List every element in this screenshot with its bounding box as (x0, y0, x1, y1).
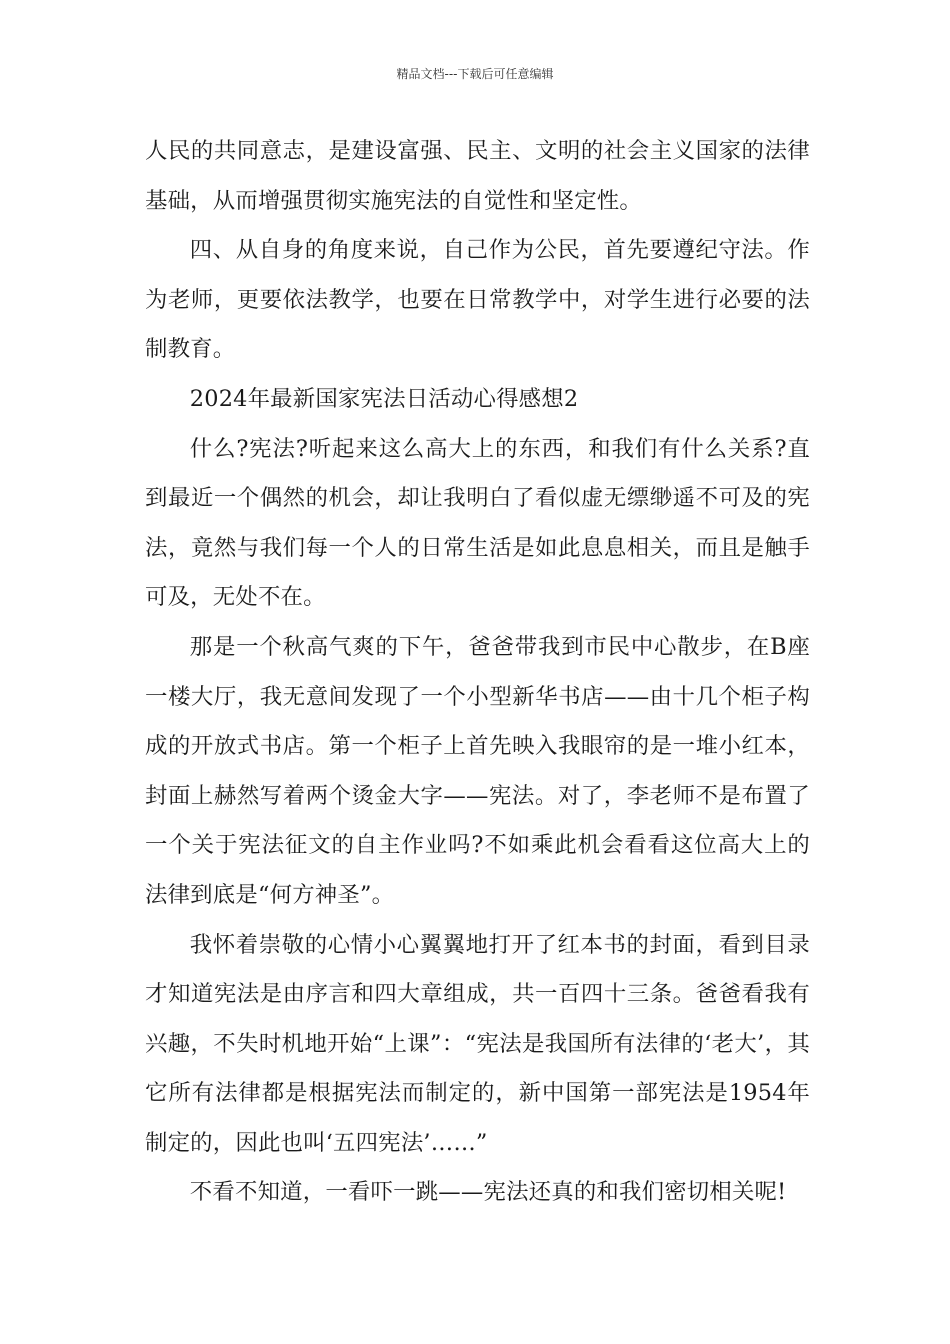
paragraph: 我怀着崇敬的心情小心翼翼地打开了红本书的封面，看到目录才知道宪法是由序言和四大章组成，共一百四十三条。爸爸看我有兴趣，不失时机地开始“上课”：“宪法是我国所有法律的‘老大’，其它所有法律都是根据宪法而制定的，新中国第一部宪法是1954年制定的，因此也叫‘五四宪法’……” (145, 931, 810, 1156)
paragraph: 什么?宪法?听起来这么高大上的东西，和我们有什么关系?直到最近一个偶然的机会，却让我明白了看似虚无缥缈遥不可及的宪法，竟然与我们每一个人的日常生活是如此息息相关，而且是触手可及，无处不在。 (145, 435, 810, 611)
section-title: 2024年最新国家宪法日活动心得感想2 (189, 385, 579, 412)
paragraph: 那是一个秋高气爽的下午，爸爸带我到市民中心散步，在B座一楼大厅，我无意间发现了一个小型新华书店——由十几个柜子构成的开放式书店。第一个柜子上首先映入我眼帘的是一堆小红本，封面上赫然写着两个烫金大字——宪法。对了，李老师不是布置了一个关于宪法征文的自主作业吗?不如乘此机会看看这位高大上的法律到底是“何方神圣”。 (145, 633, 810, 908)
paragraph: 四、从自身的角度来说，自己作为公民，首先要遵纪守法。作为老师，更要依法教学，也要在日常教学中，对学生进行必要的法制教育。 (145, 237, 810, 363)
paragraph: 不看不知道，一看吓一跳——宪法还真的和我们密切相关呢! (189, 1179, 787, 1206)
document-body (145, 127, 810, 1218)
paragraph-continuation: 人民的共同意志，是建设富强、民主、文明的社会主义国家的法律基础，从而增强贯彻实施宪法的自觉性和坚定性。 (145, 138, 810, 214)
page-header: 精品文档---下载后可任意编辑 (396, 67, 554, 81)
